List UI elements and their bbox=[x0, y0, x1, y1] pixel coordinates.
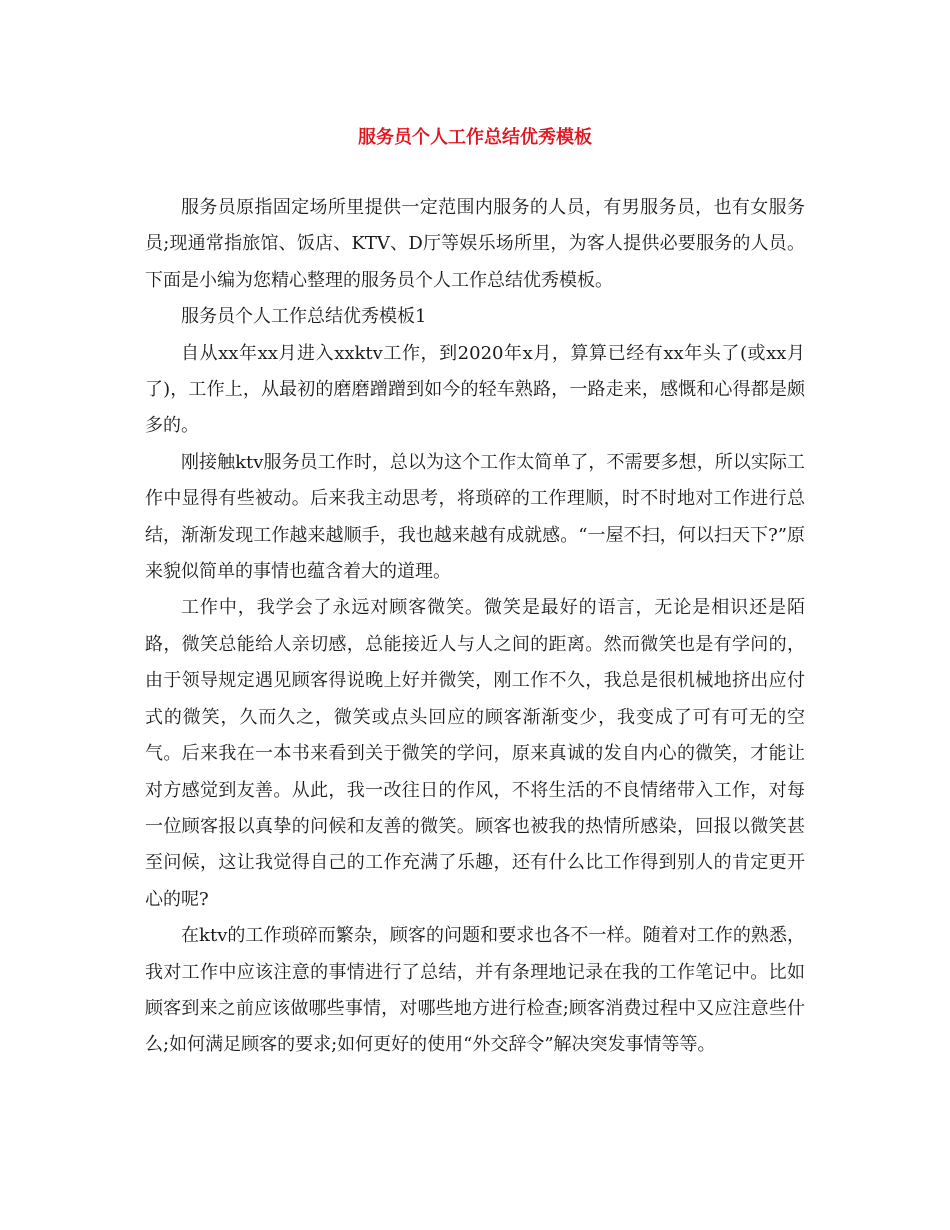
body-paragraph-2: 刚接触ktv服务员工作时，总以为这个工作太简单了，不需要多想，所以实际工作中显得有些被动。后来我主动思考，将琐碎的工作理顺，时不时地对工作进行总结，渐渐发现工作越来越顺手，我也越来越有成就感。“一屋不扫，何以扫天下?”原来貌似简单的事情也蕴含着大的道理。 bbox=[145, 451, 805, 583]
document-body bbox=[145, 190, 805, 1064]
document-title: 服务员个人工作总结优秀模板 bbox=[358, 127, 592, 148]
body-paragraph-3: 工作中，我学会了永远对顾客微笑。微笑是最好的语言，无论是相识还是陌路，微笑总能给人亲切感，总能接近人与人之间的距离。然而微笑也是有学问的，由于领导规定遇见顾客得说晚上好并微笑，刚工作不久，我总是很机械地挤出应付式的微笑，久而久之，微笑或点头回应的顾客渐渐变少，我变成了可有可无的空气。后来我在一本书来看到关于微笑的学问，原来真诚的发自内心的微笑，才能让对方感觉到友善。从此，我一改往日的作风，不将生活的不良情绪带入工作，对每一位顾客报以真挚的问候和友善的微笑。顾客也被我的热情所感染，回报以微笑甚至问候，这让我觉得自己的工作充满了乐趣，还有什么比工作得到别人的肯定更开心的呢? bbox=[145, 597, 805, 910]
intro-paragraph: 服务员原指固定场所里提供一定范围内服务的人员，有男服务员，也有女服务员;现通常指旅馆、饭店、KTV、D厅等娱乐场所里，为客人提供必要服务的人员。下面是小编为您精心整理的服务员个人工作总结优秀模板。 bbox=[145, 197, 805, 291]
section-heading: 服务员个人工作总结优秀模板1 bbox=[181, 306, 427, 328]
body-paragraph-1: 自从xx年xx月进入xxktv工作，到2020年x月，算算已经有xx年头了(或xx月了)，工作上，从最初的磨磨蹭蹭到如今的轻车熟路，一路走来，感慨和心得都是颇多的。 bbox=[145, 342, 805, 437]
body-paragraph-4: 在ktv的工作琐碎而繁杂，顾客的问题和要求也各不一样。随着对工作的熟悉，我对工作中应该注意的事情进行了总结，并有条理地记录在我的工作笔记中。比如顾客到来之前应该做哪些事情，对哪些地方进行检查;顾客消费过程中又应注意些什么;如何满足顾客的要求;如何更好的使用“外交辞令”解决突发事情等等。 bbox=[145, 925, 805, 1056]
